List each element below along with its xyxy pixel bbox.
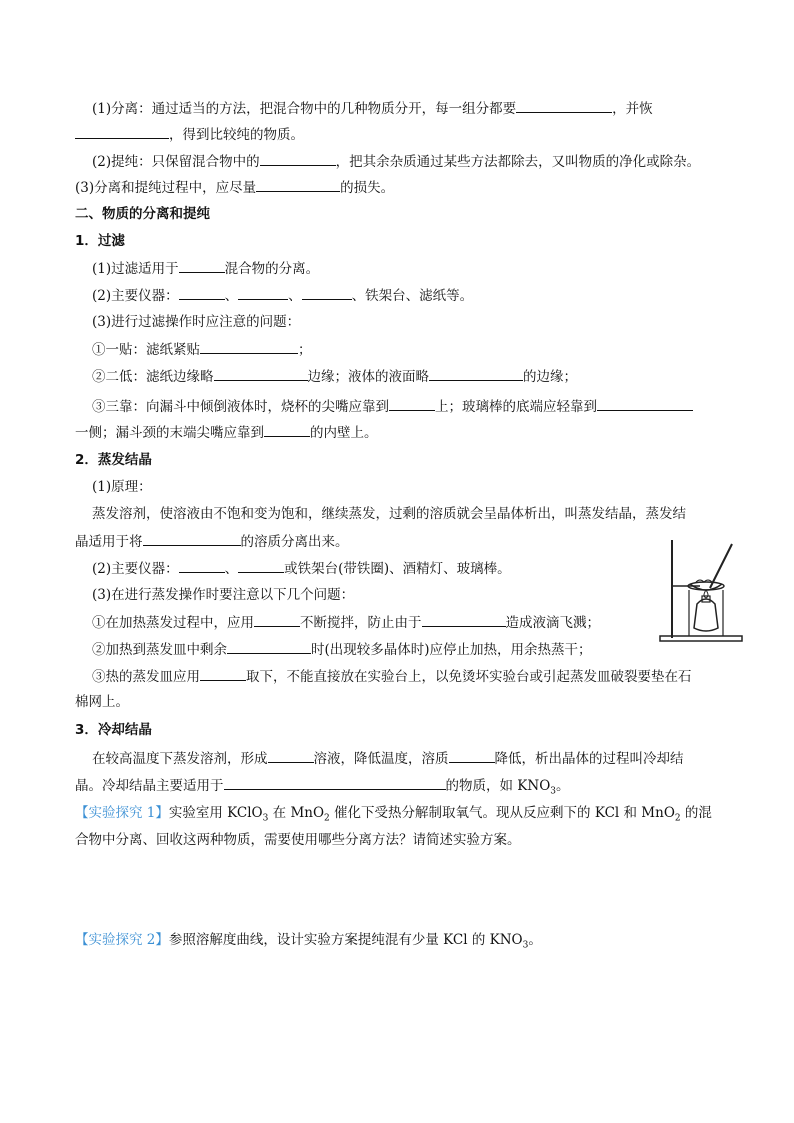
section-heading: 二、物质的分离和提纯 [75, 206, 210, 222]
blank[interactable] [200, 666, 246, 681]
blank[interactable] [227, 639, 311, 654]
blank[interactable] [449, 748, 495, 763]
line-separation-def: (1)分离：通过适当的方法，把混合物中的几种物质分开，每一组分都要 ，并恢 [92, 98, 653, 119]
subheading-evaporation: 2．蒸发结晶 [75, 452, 152, 468]
line-filter-one-stick: ①一贴：滤纸紧贴 ； [92, 339, 312, 360]
blank[interactable] [516, 98, 612, 113]
line-filter-notes: (3)进行过滤操作时应注意的问题： [92, 314, 301, 330]
line-purification-def: (2)提纯：只保留混合物中的 ，把其余杂质通过某些方法都除去，又叫物质的净化或除杂。 [92, 151, 700, 172]
blank[interactable] [422, 612, 506, 627]
blank[interactable] [264, 422, 310, 437]
experiment-1-question: 【实验探究 1】实验室用 KClO$_3$ 在 MnO$_2$ 催化下受热分解制取氧气。现从反应剩下的 KCl 和 MnO$_2$ 的混 [75, 805, 712, 824]
line-evap-stop-heating: ②加热到蒸发皿中剩余 时(出现较多晶体时)应停止加热，用余热蒸干； [92, 639, 592, 660]
blank[interactable] [389, 396, 435, 411]
line-evap-principle-text: 蒸发溶剂，使溶液由不饱和变为饱和，继续蒸发，过剩的溶质就会呈晶体析出，叫蒸发结晶，蒸发结 [92, 506, 686, 522]
line-evap-instruments: (2)主要仪器： 、 或铁架台(带铁圈)、酒精灯、玻璃棒。 [92, 558, 511, 579]
line-filter-three-lean-cont: 一侧；漏斗颈的末端尖嘴应靠到 的内壁上。 [75, 422, 378, 443]
line-filter-applicable: (1)过滤适用于 混合物的分离。 [92, 258, 319, 279]
blank[interactable] [200, 339, 298, 354]
line-evap-applicable: 晶适用于将 的溶质分离出来。 [75, 531, 349, 552]
line-cool-applicable: 晶。冷却结晶主要适用于 的物质，如 $KNO_3$。 [75, 775, 570, 802]
blank[interactable] [256, 177, 340, 192]
line-cool-process: 在较高温度下蒸发溶剂，形成 溶液，降低温度，溶质 降低，析出晶体的过程叫冷却结 [92, 748, 684, 769]
line-evap-hot-dish-cont: 棉网上。 [75, 694, 129, 710]
line-evap-principle: (1)原理： [92, 479, 152, 495]
experiment-2-question: 【实验探究 2】参照溶解度曲线，设计实验方案提纯混有少量 KCl 的 $KNO_3$。 [75, 932, 542, 951]
blank[interactable] [75, 124, 169, 139]
blank[interactable] [268, 748, 314, 763]
line-filter-instruments: (2)主要仪器： 、 、 、铁架台、滤纸等。 [92, 285, 473, 306]
experiment-1-tag: 【实验探究 1】 [75, 805, 169, 821]
line-separation-def-cont: ，得到比较纯的物质。 [75, 124, 304, 145]
blank[interactable] [238, 285, 288, 300]
experiment-1-question-cont: 合物中分离、回收这两种物质，需要使用哪些分离方法？请简述实验方案。 [75, 832, 521, 848]
blank[interactable] [179, 258, 225, 273]
blank[interactable] [179, 285, 225, 300]
line-minimize-loss: (3)分离和提纯过程中，应尽量 的损失。 [75, 177, 394, 198]
line-filter-three-lean: ③三靠：向漏斗中倾倒液体时，烧杯的尖嘴应靠到 上；玻璃棒的底端应轻靠到 [92, 396, 693, 417]
blank[interactable] [143, 531, 241, 546]
line-evap-hot-dish: ③热的蒸发皿应用 取下，不能直接放在实验台上，以免烫坏实验台或引起蒸发皿破裂要垫在石 [92, 666, 692, 687]
subheading-filtration: 1．过滤 [75, 233, 125, 249]
evaporation-apparatus-illustration [656, 534, 744, 646]
blank[interactable] [260, 151, 336, 166]
blank[interactable] [302, 285, 352, 300]
blank[interactable] [429, 366, 523, 381]
experiment-2-tag: 【实验探究 2】 [75, 932, 169, 948]
subheading-cooling: 3．冷却结晶 [75, 722, 152, 738]
blank[interactable] [214, 366, 308, 381]
blank[interactable] [224, 775, 446, 790]
blank[interactable] [254, 612, 300, 627]
blank[interactable] [238, 558, 284, 573]
line-evap-notes: (3)在进行蒸发操作时要注意以下几个问题： [92, 587, 355, 603]
blank[interactable] [179, 558, 225, 573]
blank[interactable] [597, 396, 693, 411]
line-filter-two-low: ②二低：滤纸边缘略 边缘；液体的液面略 的边缘； [92, 366, 577, 387]
line-evap-stir: ①在加热蒸发过程中，应用 不断搅拌，防止由于 造成液滴飞溅； [92, 612, 600, 633]
